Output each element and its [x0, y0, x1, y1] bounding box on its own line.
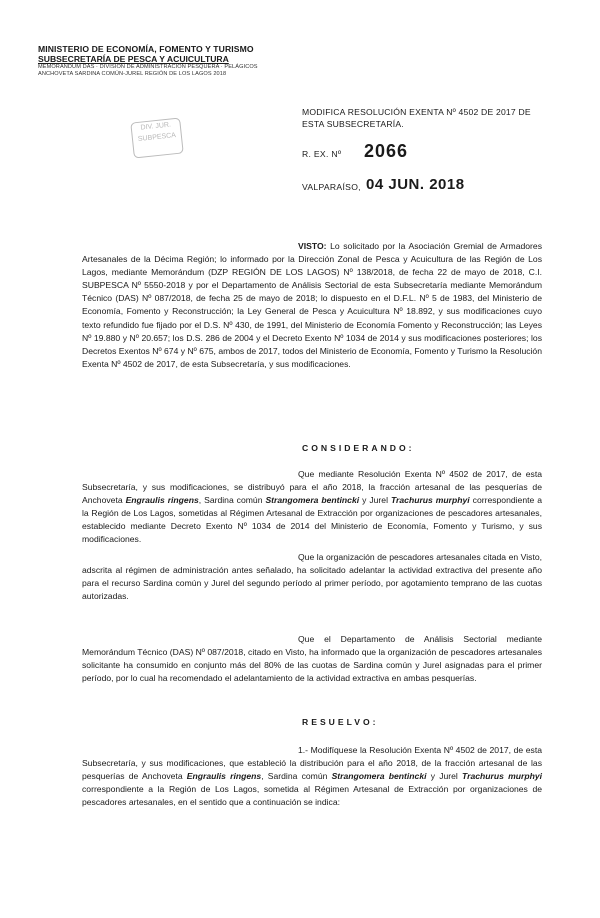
resuelvo-heading: RESUELVO: — [302, 717, 379, 727]
considerando-paragraph-3 — [82, 633, 542, 685]
resolution-number: 2066 — [364, 141, 409, 161]
species-name: Strangomera bentincki — [265, 495, 360, 506]
document-subject: MODIFICA RESOLUCIÓN EXENTA Nº 4502 DE 2017 DE ESTA SUBSECRETARÍA. — [302, 107, 531, 129]
text-segment: , Sardina común — [261, 771, 332, 782]
text-segment: y Jurel — [426, 771, 463, 782]
memo-reference: MEMORÁNDUM DAS · DIVISIÓN DE ADMINISTRACIÓN PESQUERA · PELÁGICOS — [38, 64, 258, 70]
visto-paragraph — [82, 240, 542, 371]
text-segment: 1.- Modifíquese la Resolución Exenta Nº 4502 de 2017, de esta Subsecretaría, y sus modificaciones, que estableció la distribución para el año 2018, de la fracción artesanal de las pesquerías de Anchoveta — [82, 745, 542, 782]
text-segment: Que la organización de pescadores artesanales citada en Visto, adscrita al régimen de administración antes señalado, ha solicitado adelantar la actividad extractiva del presente año para el recurso Sardina común y Jurel del segundo período al primer período, por agotamiento temprano de las cuotas autorizadas. — [82, 552, 542, 602]
visto-text: Lo solicitado por la Asociación Gremial de Armadores Artesanales de la Décima Región; lo informado por la Dirección Zonal de Pesca y Acuicultura de las Región de Los Lagos, mediante Memorándum (DZP REGIÓN DE LOS LAGOS) Nº 138/2018, de fecha 22 de mayo de 2018, C.I. SUBPESCA Nº 5550-2018 y por el Departamento de Análisis Sectorial de esta Subsecretaría mediante Memorándum Técnico (DAS) Nº 087/2018, de fecha 25 de mayo de 2018; lo dispuesto en el D.F.L. Nº 5 de 1983, del Ministerio de Economía, Fomento y Reconstrucción; la Ley General de Pesca y Acuicultura Nº 18.892, y sus modificaciones cuyo texto refundido fue fijado por el D.S. Nº 430, de 1991, del Ministerio de Economía Fomento y Reconstrucción; las Leyes Nº 19.880 y Nº 20.657; los D.S. 286 de 2004 y el Decreto Exento Nº 1034 de 2014 y sus modificaciones posteriores; los Decretos Exentos Nº 674 y Nº 675, ambos de 2017, todos del Ministerio de Economía, Fomento y Turismo la Resolución Exenta Nº 4502 de 2017, de esta Subsecretaría, y sus modificaciones. — [82, 241, 542, 369]
text-segment: correspondiente a la Región de Los Lagos, sometidas al Régimen Artesanal de Extracción por organizaciones de pescadores artesanales, establecido mediante Decreto Exento Nº 1034 de 2014 del Ministerio de Economía, Fomento y Turismo, y sus modificaciones. — [82, 495, 543, 545]
species-name: Engraulis ringens — [186, 771, 262, 782]
text-segment: Que el Departamento de Análisis Sectorial mediante Memorándum Técnico (DAS) Nº 087/2018, citado en Visto, ha informado que la organización de pescadores artesanales solicitante ha consumido en conjunto más del 80% de las cuotas de Sardina común y Jurel asignadas para el primer período, por lo cual ha recomendado el adelantamiento de la actividad extractiva en ambas pesquerías. — [82, 634, 542, 684]
place-label: VALPARAÍSO, — [302, 182, 361, 192]
text-segment: y Jurel — [359, 495, 391, 506]
stamp-line-1: DIV. JUR. — [140, 121, 172, 132]
considerando-heading: CONSIDERANDO: — [302, 443, 415, 453]
text-segment: , Sardina común — [198, 495, 266, 506]
species-name: Engraulis ringens — [125, 495, 199, 506]
species-name: Trachurus murphyi — [462, 771, 542, 782]
considerando-paragraph-1 — [82, 468, 542, 547]
visto-label: VISTO: — [298, 241, 327, 251]
species-name: Strangomera bentincki — [331, 771, 427, 782]
resolution-date: 04 JUN. 2018 — [366, 176, 465, 193]
resuelvo-paragraph-1 — [82, 744, 542, 809]
stamp-mark — [130, 117, 183, 158]
resolution-label: R. EX. Nº — [302, 149, 342, 159]
letterhead — [38, 44, 338, 78]
text-segment: correspondiente a la Región de Los Lagos, sometida al Régimen Artesanal de Extracción por organizaciones de pescadores artesanales, en el sentido que a continuación se indica: — [82, 784, 542, 808]
stamp-line-2: SUBPESCA — [137, 132, 177, 143]
fishery-reference: ANCHOVETA SARDINA COMÚN-JUREL REGIÓN DE LOS LAGOS 2018 — [38, 71, 227, 77]
text-segment: Que mediante Resolución Exenta Nº 4502 de 2017, de esta Subsecretaría, y sus modificaciones, se distribuyó para el año 2018, la fracción artesanal de las pesquerías de Anchoveta — [82, 469, 542, 506]
ministry-name: MINISTERIO DE ECONOMÍA, FOMENTO Y TURISMO — [38, 44, 254, 54]
undersecretariat-name: SUBSECRETARÍA DE PESCA Y ACUICULTURA — [38, 54, 229, 64]
considerando-paragraph-2 — [82, 551, 542, 603]
species-name: Trachurus murphyi — [390, 495, 470, 506]
